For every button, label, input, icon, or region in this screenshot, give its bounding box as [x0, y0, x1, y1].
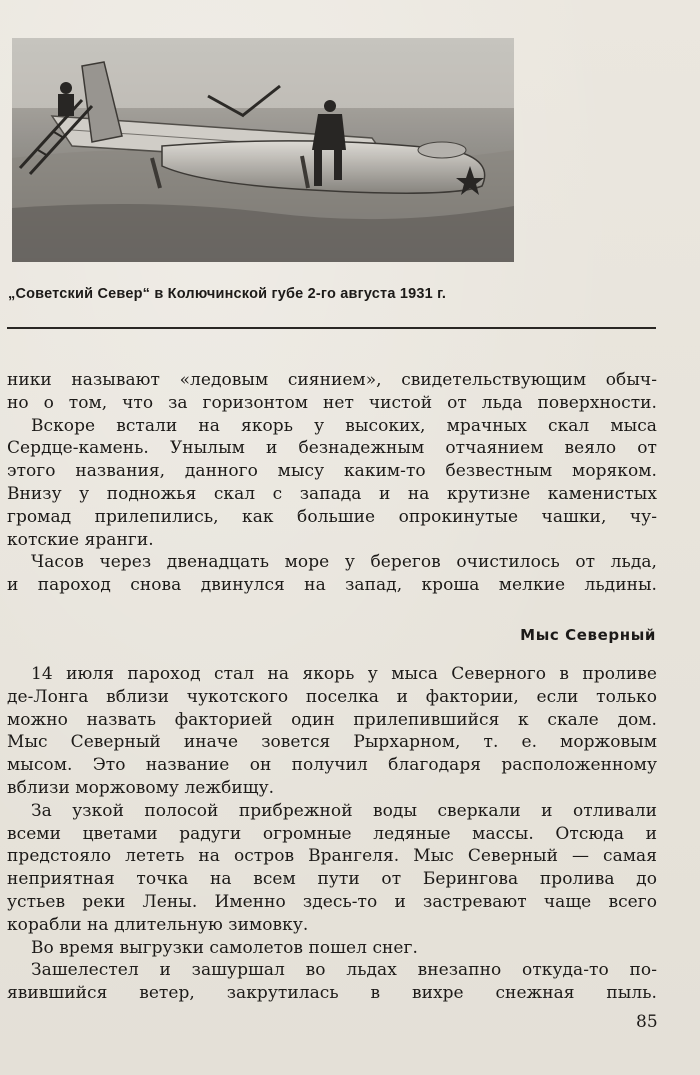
- text-line: Во время выгрузки самолетов пошел снег.: [31, 937, 418, 958]
- text-line: и пароход снова двинулся на запад, кроша мелкие льдины.: [7, 575, 657, 596]
- text-line: громад прилепились, как большие опрокинутые чашки, чу-: [7, 506, 657, 527]
- text-line: Вскоре встали на якорь у высоких, мрачных скал мыса: [31, 415, 657, 436]
- text-line: корабли на длительную зимовку.: [7, 914, 309, 935]
- text-line: Сердце-камень. Унылым и безнадежным отчаянием веяло от: [7, 438, 657, 459]
- photo-caption: „Советский Север“ в Колючинской губе 2-го августа 1931 г.: [8, 286, 447, 302]
- section-heading: Мыс Северный: [520, 626, 656, 644]
- text-line: неприятная точка на всем пути от Берингова пролива до: [7, 869, 657, 890]
- text-line: этого названия, данного мысу каким-то безвестным моряком.: [7, 461, 657, 482]
- text-line: можно назвать факторией один прилепившийся к скале дом.: [7, 709, 657, 730]
- section-1-text: [7, 369, 657, 597]
- seaplane-on-ice-image: [12, 38, 514, 262]
- text-line: устьев реки Лены. Именно здесь-то и застревают чаще всего: [7, 891, 657, 912]
- text-line: котские яранги.: [7, 529, 154, 550]
- caption-divider: [7, 327, 656, 329]
- text-line: вблизи моржовому лежбищу.: [7, 777, 275, 798]
- text-line: но о том, что за горизонтом нет чистой от льда поверхности.: [7, 392, 657, 413]
- text-line: 14 июля пароход стал на якорь у мыса Северного в проливе: [31, 664, 657, 684]
- section-2-text: [7, 663, 657, 1005]
- text-line: Зашелестел и зашуршал во льдах внезапно откуда-то по-: [31, 960, 657, 981]
- text-line: мысом. Это название он получил благодаря расположенному: [7, 755, 657, 776]
- text-line: Внизу у подножья скал с запада и на крутизне каменистых: [7, 483, 657, 504]
- text-line: ники называют «ледовым сиянием», свидетельствующим обыч-: [7, 370, 657, 390]
- text-line: За узкой полосой прибрежной воды сверкали и отливали: [31, 800, 657, 821]
- text-line: де-Лонга вблизи чукотского поселка и фактории, если только: [7, 686, 657, 707]
- page-number: 85: [636, 1012, 658, 1032]
- text-line: Часов через двенадцать море у берегов очистилось от льда,: [31, 552, 657, 573]
- text-line: предстояло лететь на остров Врангеля. Мыс Северный — самая: [7, 846, 657, 867]
- text-line: явившийся ветер, закрутилась в вихре снежная пыль.: [7, 983, 657, 1004]
- ship-photograph: [12, 38, 514, 262]
- text-line: всеми цветами радуги огромные ледяные массы. Отсюда и: [7, 823, 657, 844]
- text-line: Мыс Северный иначе зовется Рырхарном, т. е. моржовым: [7, 732, 657, 753]
